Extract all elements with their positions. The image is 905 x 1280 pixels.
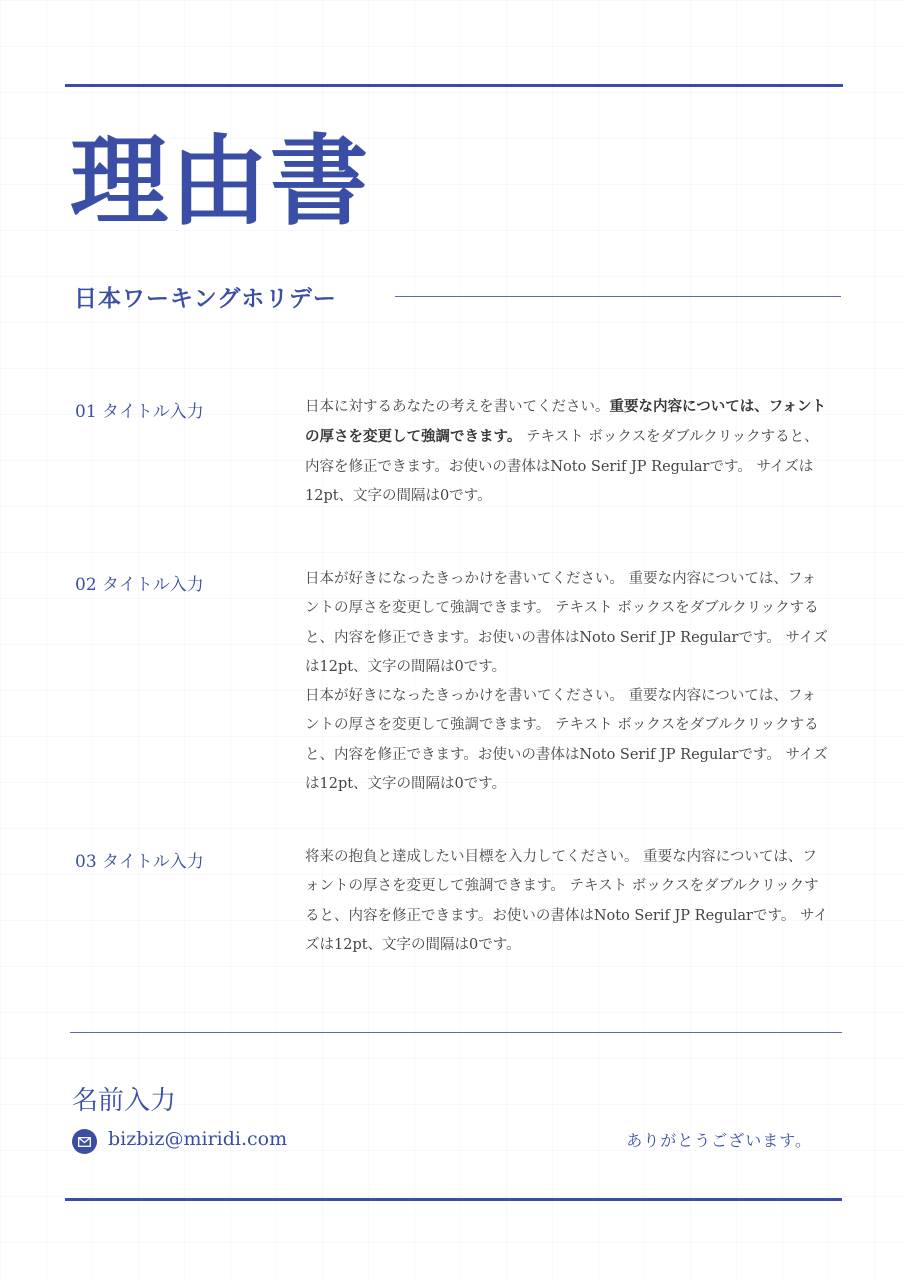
section-3-text: 将来の抱負と達成したい目標を入力してください。 重要な内容については、フォントの厚さを変更して強調できます。 テキスト ボックスをダブルクリックすると、内容を修正できます。お使いの書体はNoto Serif JP Regularです。 サイズは12pt、文字の間隔は0です。: [305, 849, 828, 953]
section-1-text-intro: 日本に対するあなたの考えを書いてください。: [305, 399, 610, 415]
section-1-text-bold: 重要な内容については、フォントの厚さを変更して強調できます。: [305, 398, 826, 446]
section-2-paragraph: 日本が好きになったきっかけを書いてください。 重要な内容については、フォントの厚さを変更して強調できます。 テキスト ボックスをダブルクリックすると、内容を修正できます。お使いの書体はNoto Serif JP Regularです。 サイズは12pt、文字の間隔は0です。: [305, 688, 828, 793]
mail-icon: [72, 1129, 97, 1154]
footer-divider: [70, 1032, 842, 1033]
subtitle-rule: [395, 296, 841, 297]
section-1-label: 01 タイトル入力: [75, 402, 204, 422]
bottom-rule: [65, 1198, 842, 1201]
email-address: bizbiz@miridi.com: [108, 1128, 288, 1150]
document-title: 理由書: [70, 124, 371, 239]
section-2-label: 02 タイトル入力: [75, 575, 204, 595]
document-subtitle: 日本ワーキングホリデー: [74, 285, 337, 312]
section-2-text: [305, 565, 830, 799]
top-rule: [65, 84, 843, 87]
section-1-text: [305, 392, 830, 511]
section-2-paragraph: 日本が好きになったきっかけを書いてください。 重要な内容については、フォントの厚さを変更して強調できます。 テキスト ボックスをダブルクリックすると、内容を修正できます。お使いの書体はNoto Serif JP Regularです。 サイズは12pt、文字の間隔は0です。: [305, 571, 828, 675]
section-3-label: 03 タイトル入力: [75, 852, 204, 872]
thanks-text: ありがとうございます。: [626, 1131, 812, 1150]
section-1-text-rest: テキスト ボックスをダブルクリックすると、内容を修正できます。お使いの書体はNoto Serif JP Regularです。 サイズは12pt、文字の間隔は0です。: [305, 429, 819, 504]
name-field: 名前入力: [72, 1086, 177, 1116]
